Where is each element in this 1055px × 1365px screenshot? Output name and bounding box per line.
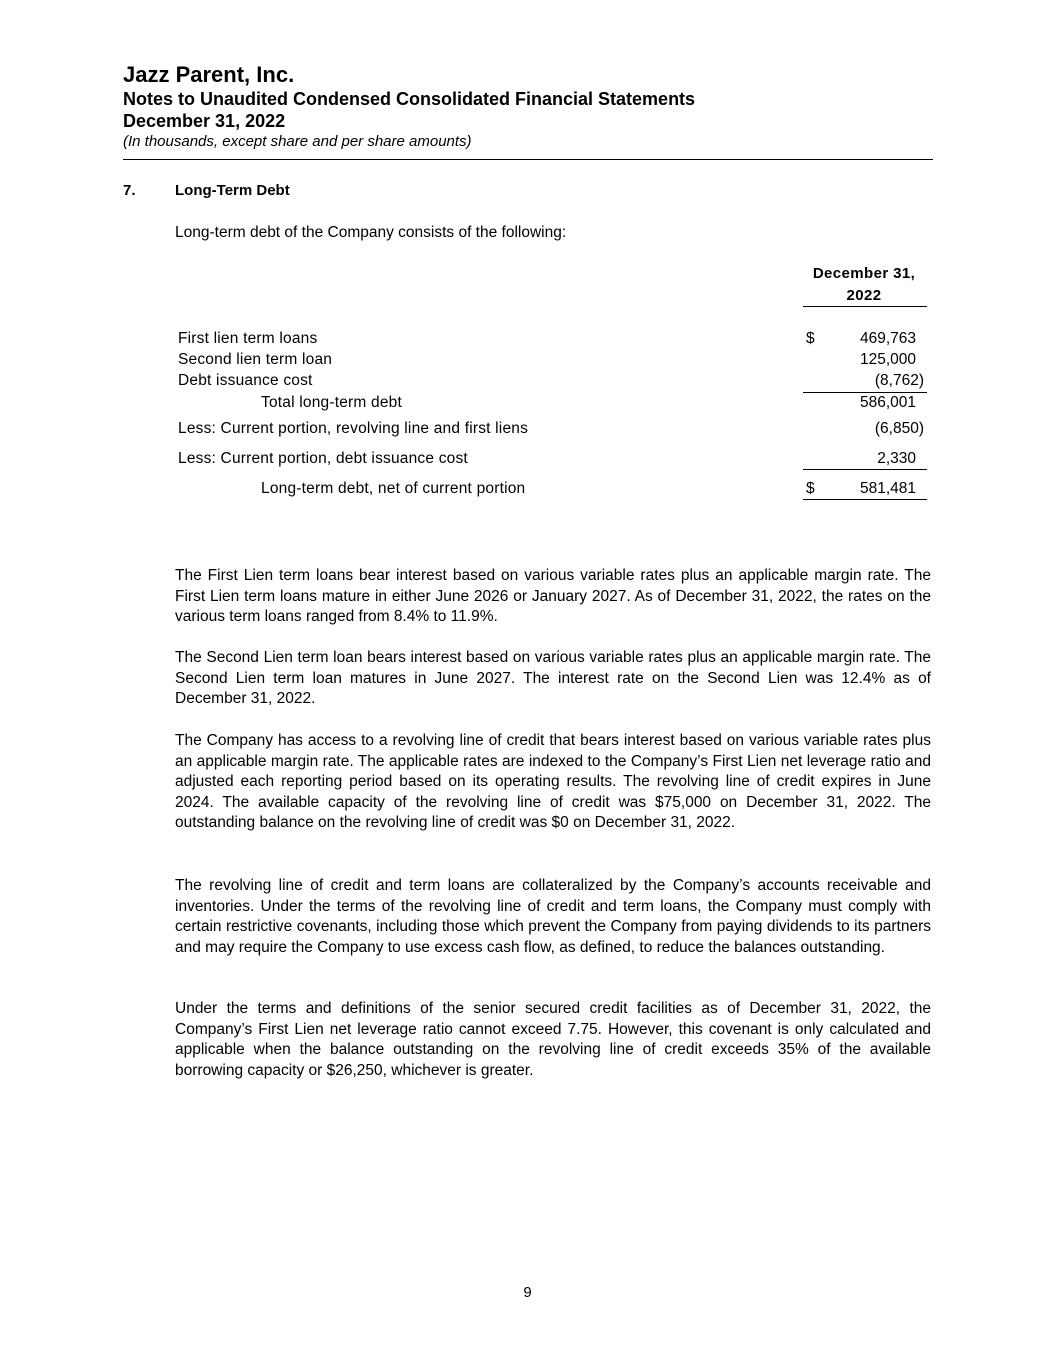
currency-symbol: $: [806, 480, 815, 497]
row-amount: 125,000: [859, 351, 916, 368]
document-title: Notes to Unaudited Condensed Consolidated Financial Statements: [123, 89, 696, 109]
row-amount: (8,762): [874, 372, 924, 389]
header-divider: [123, 159, 933, 160]
page-header: [123, 62, 933, 152]
paragraph-revolving-credit: The Company has access to a revolving line of credit that bears interest based on various variable rates plus an applicable margin rate. The applicable rates are indexed to the Company’s First Lien net leverage ratio and adjusted each reporting period based on its operating results. The revolving line of credit expires in June 2024. The available capacity of the revolving line of credit was $75,000 on December 31, 2022. The outstanding balance on the revolving line of credit was $0 on December 31, 2022.: [175, 732, 931, 832]
row-label: Second lien term loan: [178, 351, 333, 368]
row-label: Less: Current portion, debt issuance cost: [178, 450, 468, 467]
section-intro: Long-term debt of the Company consists of the following:: [175, 224, 567, 241]
row-label: Debt issuance cost: [178, 372, 313, 389]
column-header-underline: [803, 306, 927, 307]
row-amount: 469,763: [859, 330, 916, 347]
row-amount: 2,330: [877, 450, 916, 467]
table-row: [178, 480, 928, 500]
row-amount: 581,481: [859, 480, 916, 497]
row-label: First lien term loans: [178, 330, 318, 347]
table-row: [178, 420, 928, 440]
paragraph-first-lien: The First Lien term loans bear interest based on various variable rates plus an applicable margin rate. The First Lien term loans mature in either June 2026 or January 2027. As of December 31, 2022, the rates on the various term loans ranged from 8.4% to 11.9%.: [175, 567, 931, 626]
table-row: [178, 372, 928, 392]
row-label: Long-term debt, net of current portion: [261, 480, 526, 497]
units-note: (In thousands, except share and per share amounts): [123, 133, 472, 150]
paragraph-second-lien: The Second Lien term loan bears interest based on various variable rates plus an applicable margin rate. The Second Lien term loan matures in June 2027. The interest rate on the Second Lien was 12.4% as of December 31, 2022.: [175, 649, 931, 708]
row-label: Less: Current portion, revolving line and first liens: [178, 420, 529, 437]
section-title: Long-Term Debt: [175, 182, 290, 199]
table-row: [178, 351, 928, 371]
company-name: Jazz Parent, Inc.: [123, 62, 295, 87]
row-amount: 586,001: [859, 394, 916, 411]
paragraph-collateral: The revolving line of credit and term loans are collateralized by the Company’s accounts receivable and inventories. Under the terms of the revolving line of credit and term loans, the Company must comply with certain restrictive covenants, including those which prevent the Company from paying dividends to its partners and may require the Company to use excess cash flow, as defined, to reduce the balances outstanding.: [175, 877, 931, 956]
row-label: Total long-term debt: [261, 394, 402, 411]
total-rule: [803, 469, 927, 470]
column-header-year: 2022: [846, 287, 882, 304]
column-header-date: December 31,: [812, 265, 916, 282]
grand-total-rule: [803, 499, 927, 500]
currency-symbol: $: [806, 330, 815, 347]
subtotal-rule: [803, 392, 927, 393]
page-number: 9: [523, 1284, 532, 1301]
document-date: December 31, 2022: [123, 111, 286, 131]
row-amount: (6,850): [874, 420, 924, 437]
table-row: [178, 330, 928, 350]
paragraph-covenant: Under the terms and definitions of the senior secured credit facilities as of December 31, 2022, the Company’s First Lien net leverage ratio cannot exceed 7.75. However, this covenant is only calculated and applicable when the balance outstanding on the revolving line of credit exceeds 35% of the available borrowing capacity or $26,250, whichever is greater.: [175, 1000, 931, 1079]
table-row: [178, 394, 928, 414]
table-row: [178, 450, 928, 470]
section-number: 7.: [123, 182, 136, 199]
